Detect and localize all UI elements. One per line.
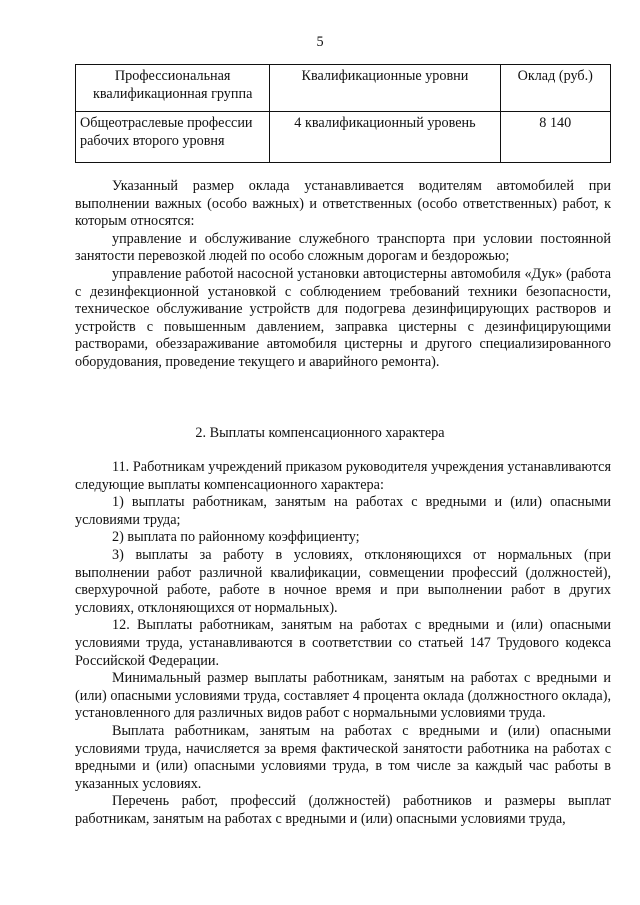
cell-group: Общеотраслевые профессии рабочих второго уровня [76, 112, 270, 163]
cell-level: 4 квалификационный уровень [270, 112, 500, 163]
paragraph: 11. Работникам учреждений приказом руководителя учреждения устанавливаются следующие выплаты компенсационного характера: [75, 459, 611, 493]
paragraph: 12. Выплаты работникам, занятым на работах с вредными и (или) опасными условиями труда, устанавливаются в соответствии со статьей 147 Трудового кодекса Российской Федерации. [75, 617, 611, 669]
table-header-row [76, 65, 611, 112]
paragraph: Минимальный размер выплаты работникам, занятым на работах с вредными и (или) опасными условиями труда, составляет 4 процента оклада (должностного оклада), установленного для различных видов работ с нормальными условиями труда. [75, 670, 611, 722]
section-heading: 2. Выплаты компенсационного характера [195, 425, 445, 441]
salary-table [75, 64, 611, 163]
paragraph: 3) выплаты за работу в условиях, отклоняющихся от нормальных (при выполнении работ различной квалификации, совмещении профессий (должностей), сверхурочной работе, работе в ночное время и при выполнении работ в других условиях, отклоняющихся от нормальных). [75, 546, 611, 616]
paragraph: Выплата работникам, занятым на работах с вредными и (или) опасными условиями труда, начисляется за время фактической занятости работника на работах с вредными и (или) опасными условиями труда, в том числе за каждый час работы в указанных условиях. [75, 722, 611, 792]
body-block-1 [75, 178, 611, 372]
header-cell-levels: Квалификационные уровни [270, 65, 500, 112]
body-block-2 [75, 459, 611, 828]
table-row [76, 112, 611, 163]
page-number: 5 [316, 34, 324, 50]
header-cell-salary: Оклад (руб.) [500, 65, 610, 112]
paragraph: Перечень работ, профессий (должностей) работников и размеры выплат работникам, занятым на работах с вредными и (или) опасными условиями труда, [75, 793, 611, 827]
paragraph: 2) выплата по районному коэффициенту; [112, 529, 360, 546]
paragraph: Указанный размер оклада устанавливается водителям автомобилей при выполнении важных (особо важных) и ответственных (особо ответственных) работ, к которым относятся: [75, 178, 611, 230]
paragraph: 1) выплаты работникам, занятым на работах с вредными и (или) опасными условиями труда; [75, 494, 611, 528]
cell-salary: 8 140 [500, 112, 610, 163]
paragraph: управление и обслуживание служебного транспорта при условии постоянной занятости перевозкой людей по особо сложным дорогам и бездорожью; [75, 230, 611, 265]
paragraph: управление работой насосной установки автоцистерны автомобиля «Дук» (работа с дезинфекционной установкой с соблюдением требований техники безопасности, техническое обслуживание устройств для подогрева дезинфицирующих растворов и устройств с повышенным давлением, заправка цистерны с дезинфицирующими растворами, обеззараживание автомобиля цистерны и другого специализированного оборудования, проведение текущего и аварийного ремонта). [75, 265, 611, 370]
header-cell-group: Профессиональная квалификационная группа [76, 65, 270, 112]
